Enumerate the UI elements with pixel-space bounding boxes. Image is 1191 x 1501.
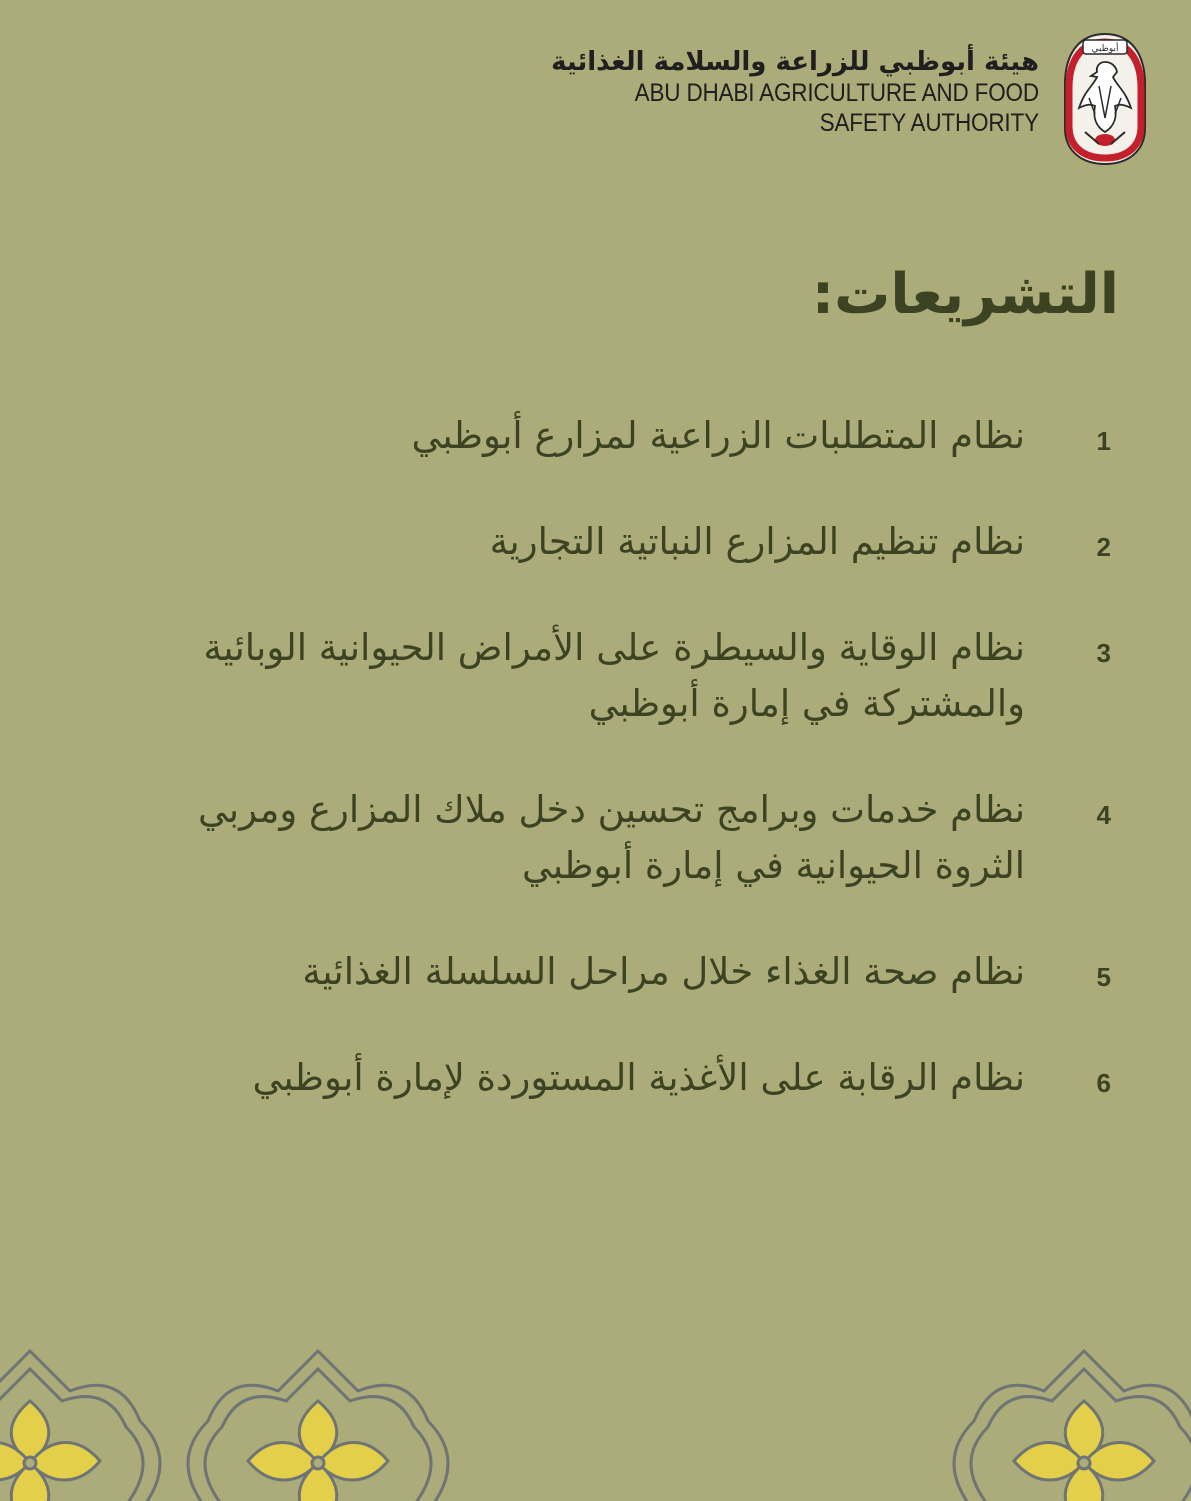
- item-text: نظام خدمات وبرامج تحسين دخل ملاك المزارع ومربي الثروة الحيوانية في إمارة أبوظبي: [197, 788, 1025, 887]
- organization-name: [551, 46, 1039, 138]
- item-text: نظام صحة الغذاء خلال مراحل السلسلة الغذائية: [302, 950, 1025, 993]
- item-text: نظام الوقاية والسيطرة على الأمراض الحيوانية الوبائية والمشتركة في إمارة أبوظبي: [203, 626, 1025, 725]
- list-item: [131, 944, 1111, 1000]
- falcon-emblem-icon: [1059, 28, 1151, 168]
- list-item: [131, 620, 1111, 732]
- header: [551, 28, 1151, 168]
- floral-ornament-border: [0, 1341, 1191, 1501]
- page-title: التشريعات:: [811, 262, 1119, 327]
- item-text: نظام الرقابة على الأغذية المستوردة لإمارة أبوظبي: [252, 1056, 1025, 1099]
- org-name-english-line1: ABU DHABI AGRICULTURE AND FOOD: [634, 79, 1039, 107]
- list-item: [131, 1050, 1111, 1106]
- item-text: نظام المتطلبات الزراعية لمزارع أبوظبي: [411, 414, 1025, 457]
- item-number: 1: [1096, 426, 1111, 456]
- item-number: 4: [1096, 800, 1111, 830]
- floral-ornament-icon: [188, 1351, 448, 1501]
- item-number: 6: [1096, 1068, 1111, 1098]
- item-text: نظام تنظيم المزارع النباتية التجارية: [489, 520, 1025, 563]
- item-number: 2: [1096, 532, 1111, 562]
- org-name-english-line2: SAFETY AUTHORITY: [819, 109, 1039, 137]
- org-name-arabic: هيئة أبوظبي للزراعة والسلامة الغذائية: [551, 47, 1039, 77]
- floral-ornament-icon: [954, 1351, 1191, 1501]
- legislation-list: [131, 408, 1111, 1156]
- floral-ornament-icon: [0, 1351, 160, 1501]
- emblem-text: أبوظبي: [1091, 44, 1119, 54]
- item-number: 3: [1096, 638, 1111, 668]
- list-item: [131, 408, 1111, 464]
- list-item: [131, 514, 1111, 570]
- list-item: [131, 782, 1111, 894]
- item-number: 5: [1096, 962, 1111, 992]
